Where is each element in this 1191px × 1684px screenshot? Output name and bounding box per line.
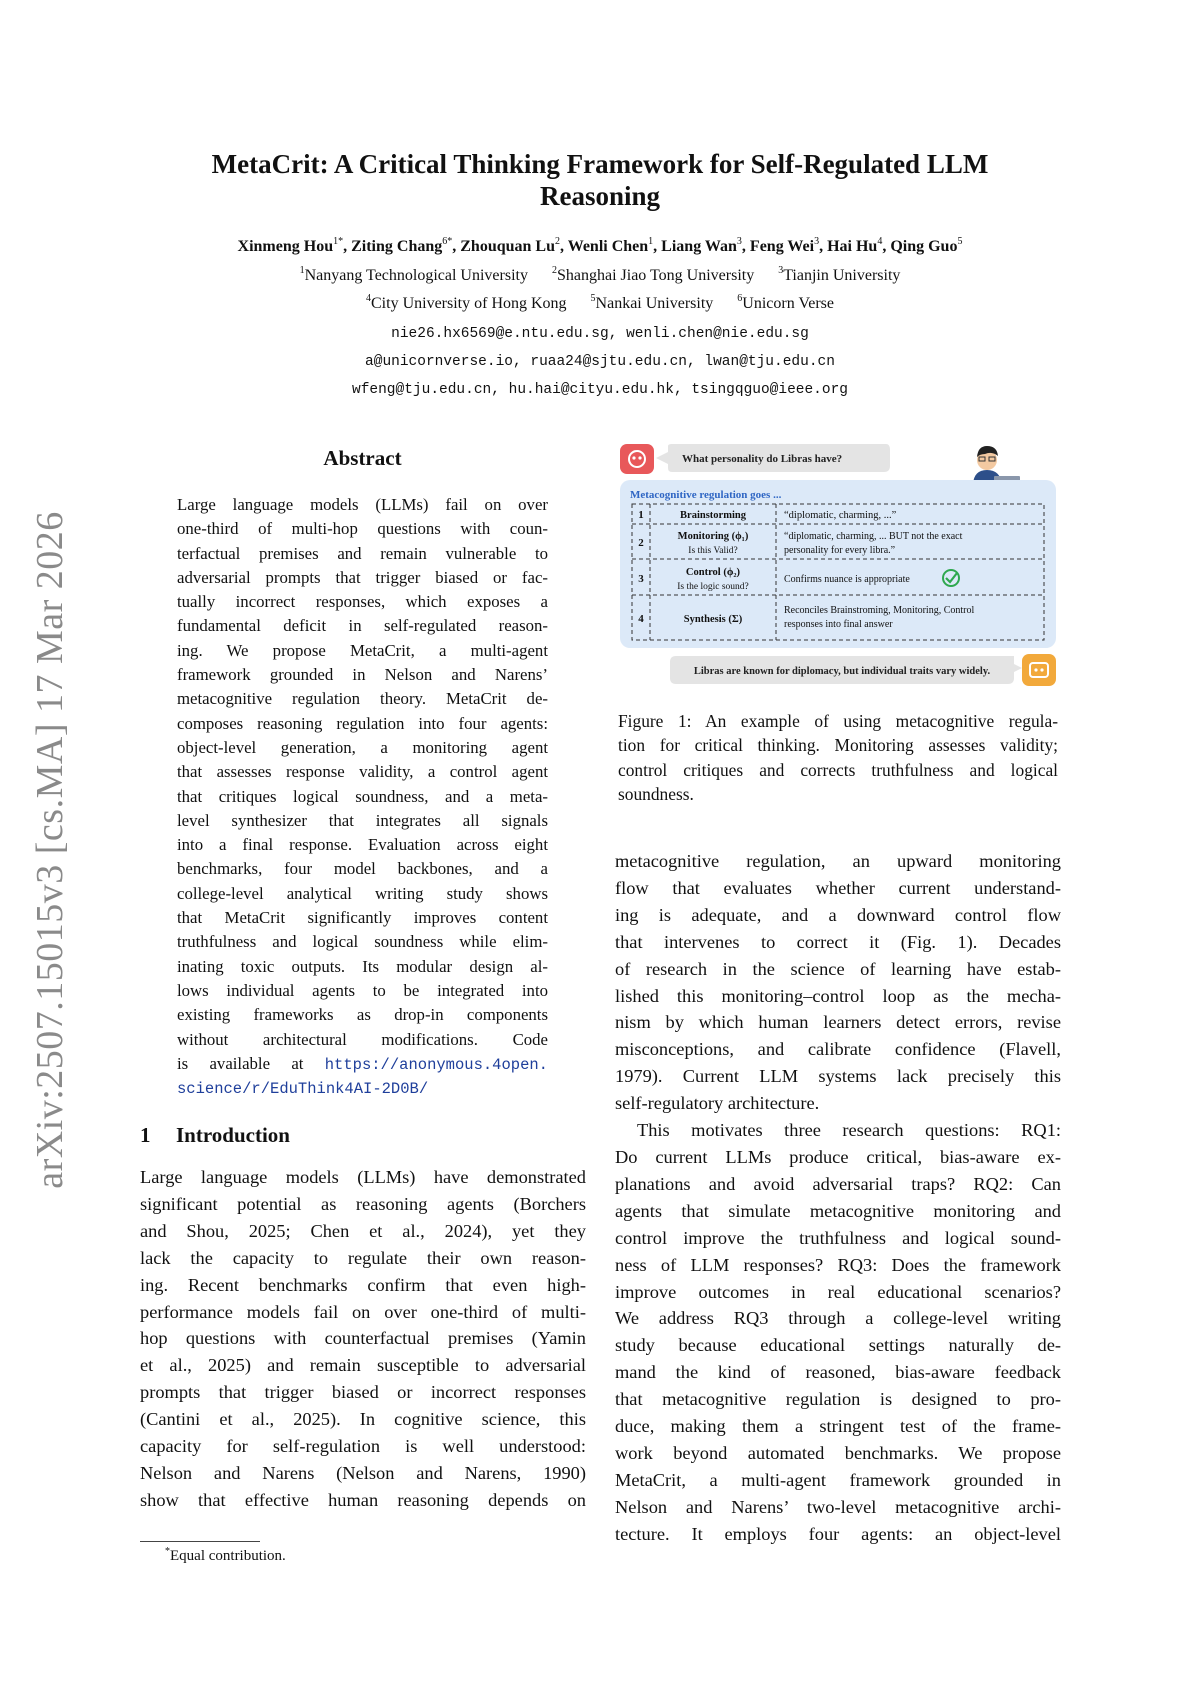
abstract-line: object-level generation, a monitoring agent [177,737,548,757]
arxiv-identifier: arXiv:2507.15015v3 [cs.MA] 17 Mar 2026 [29,511,71,1189]
body-line: mand the kind of reasoned, bias-aware feedback [615,1362,1061,1383]
section-number: 1 [140,1123,151,1147]
figure-1-illustration [618,442,1058,694]
abstract-line: adversarial prompts that trigger biased or fac- [177,567,548,587]
agent-name: Synthesis (Σ) [683,614,743,625]
agent-name: Monitoring (ϕ₁) [677,531,749,542]
agent-output: responses into final answer [784,619,893,630]
affiliation: $^1$Nanyang Technological University [299,265,528,284]
intro-line: ing. Recent benchmarks confirm that even high- [140,1274,586,1295]
code-link[interactable]: science/r/EduThink4AI-2D0B/ [177,1080,429,1099]
abstract-line: is available at https://anonymous.4open. [177,1053,548,1074]
caption-line: tion for critical thinking. Monitoring assesses validity; [618,735,1058,756]
section-heading-introduction [140,1123,290,1148]
author: Hai Hu$^4$ [827,236,883,255]
author: Xinmeng Hou$^{1*}$ [237,236,344,255]
introduction-body [140,1164,586,1514]
author: Feng Wei$^3$ [749,236,820,255]
body-line: duce, making them a stringent test of the frame- [615,1416,1061,1437]
row-number: 4 [638,613,644,625]
email-line: a@unicornverse.io, ruaa24@sjtu.edu.cn, lwan@tju.edu.cn [365,354,835,370]
answer-text: Libras are known for diplomacy, but individual traits vary widely. [693,666,991,677]
abstract-heading: Abstract [323,446,402,470]
affiliation: $^4$City University of Hong Kong [366,293,567,312]
body-line: MetaCrit, a multi-agent framework grounded in [615,1469,1061,1490]
abstract-line: composes reasoning regulation into four agents: [177,713,548,733]
agent-name: Control (ϕ₂) [685,567,741,578]
row-number: 2 [638,537,644,549]
agent-output: “diplomatic, charming, ...” [784,510,897,521]
intro-line: Large language models (LLMs) have demonstrated [140,1167,586,1187]
body-line: metacognitive regulation, an upward monitoring [615,851,1061,871]
body-line: misconceptions, and calibrate confidence (Flavell, [615,1039,1061,1060]
title-line-2: Reasoning [539,181,661,211]
agent-output: Confirms nuance is appropriate [784,574,910,585]
abstract-line: lows individual agents to be integrated into [177,980,548,1000]
author: Wenli Chen$^1$ [567,236,654,255]
intro-line: et al., 2025) and remain susceptible to adversarial [140,1355,586,1376]
body-line: 1979). Current LLM systems lack precisely this [615,1066,1061,1087]
panel-title: Metacognitive regulation goes ... [630,489,782,501]
row-number: 1 [638,509,644,521]
figure-1 [618,442,1058,694]
author: Zhouquan Lu$^2$ [460,236,560,255]
body-line: that intervenes to correct it (Fig. 1). Decades [615,931,1061,952]
intro-line: (Cantini et al., 2025). In cognitive science, this [140,1409,586,1430]
affiliation: $^6$Unicorn Verse [737,293,834,312]
body-line: agents that simulate metacognitive monitoring and [615,1200,1061,1221]
question-text: What personality do Libras have? [682,453,843,465]
affiliation: $^5$Nankai University [590,293,714,312]
abstract-line: terfactual premises and remain vulnerable to [177,543,548,563]
intro-line: lack the capacity to regulate their own reason- [140,1247,586,1268]
intro-line: capacity for self-regulation is well understood: [140,1436,586,1457]
abstract-line: one-third of multi-hop questions with coun- [177,519,548,539]
body-line: study because educational settings naturally de- [615,1335,1061,1356]
body-line: planations and avoid adversarial traps? RQ2: Can [615,1173,1061,1194]
abstract-line: benchmarks, four model backbones, and a [177,859,548,879]
body-line: nism by which human learners detect errors, revise [615,1012,1061,1033]
intro-line: prompts that trigger biased or incorrect responses [140,1382,586,1403]
abstract-line: into a final response. Evaluation across eight [177,835,548,855]
abstract-line: tually incorrect responses, which exposes a [177,592,548,612]
abstract-line: that MetaCrit significantly improves content [177,908,548,928]
body-line: We address RQ3 through a college-level writing [615,1308,1061,1329]
row-number: 3 [638,573,644,585]
body-line: lished this monitoring–control loop as the mecha- [615,985,1061,1006]
assistant-robot-icon [1022,654,1056,686]
intro-line: and Shou, 2025; Chen et al., 2024), yet they [140,1220,586,1241]
abstract-line: college-level analytical writing study shows [177,883,548,903]
body-line: flow that evaluates whether current understand- [615,877,1061,898]
figure-1-caption [618,709,1058,807]
arxiv-stamp [20,470,80,1230]
body-line: tecture. It employs four agents: an object-level [615,1523,1061,1544]
footnote-divider [140,1541,260,1542]
title-line-1: MetaCrit: A Critical Thinking Framework for Self-Regulated LLM [211,149,989,179]
caption-line: control critiques and corrects truthfulness and logical [618,759,1058,780]
introduction-body-continued [615,848,1061,1548]
affiliation: $^3$Tianjin University [778,265,901,284]
body-line: control improve the truthfulness and logical sound- [615,1227,1061,1248]
abstract-line: ing. We propose MetaCrit, a multi-agent [177,640,548,660]
author: Ziting Chang$^{6*}$ [351,236,453,255]
abstract-line: without architectural modifications. Code [177,1029,548,1049]
caption-line: soundness. [618,784,694,805]
abstract-line: inating toxic outputs. Its modular design al- [177,956,548,976]
abstract-line: existing frameworks as drop-in components [177,1005,548,1025]
caption-line: Figure 1: An example of using metacognitive regula- [618,711,1058,731]
agent-output: personality for every libra.” [784,545,896,556]
footnote: *Equal contribution. [165,1546,286,1564]
abstract-line: truthfulness and logical soundness while elim- [177,932,548,952]
body-line: that metacognitive regulation is designed to pro- [615,1389,1061,1410]
code-link[interactable]: https://anonymous.4open. [324,1055,548,1074]
abstract-line: that assesses response validity, a control agent [177,762,548,782]
abstract-body [177,493,548,1101]
abstract-line: fundamental deficit in self-regulated reason- [177,616,548,636]
agent-question: Is the logic sound? [677,582,749,592]
abstract-line: metacognitive regulation theory. MetaCrit de- [177,689,548,709]
affiliations-line-1 [140,267,1060,285]
body-line: of research in the science of learning have estab- [615,958,1061,979]
agent-output: “diplomatic, charming, ... BUT not the exact [784,531,963,542]
affiliation: $^2$Shanghai Jiao Tong University [551,265,755,284]
body-line: ing is adequate, and a downward control flow [615,904,1061,925]
email-line: wfeng@tju.edu.cn, hu.hai@cityu.edu.hk, tsingqguo@ieee.org [352,382,848,398]
author-list: Xinmeng Hou$^{1*}$, Ziting Chang$^{6*}$, Zhouquan Lu$^2$, Wenli Chen$^1$, Liang Wan$^3$, Feng Wei$^3$, Hai Hu$^4$, Qing Guo$^5$ [237,236,963,255]
body-line: work beyond automated benchmarks. We propose [615,1442,1061,1463]
abstract-line: Large language models (LLMs) fail on over [177,495,548,514]
intro-line: performance models fail on over one-third of multi- [140,1301,586,1322]
author: Qing Guo$^5$ [890,236,963,255]
body-line: self-regulatory architecture. [615,1093,820,1114]
paper-title [140,148,1060,212]
agent-question: Is this Valid? [688,546,738,556]
affiliations-line-2 [140,295,1060,313]
body-line: Do current LLMs produce critical, bias-aware ex- [615,1146,1061,1167]
agent-name: Brainstorming [680,510,746,521]
body-line: Nelson and Narens’ two-level metacognitive archi- [615,1496,1061,1517]
body-line: This motivates three research questions: RQ1: [637,1120,1061,1141]
body-line: improve outcomes in real educational scenarios? [615,1281,1061,1302]
agent-output: Reconciles Brainstroming, Monitoring, Control [784,605,975,616]
intro-line: significant potential as reasoning agents (Borchers [140,1193,586,1214]
robot-icon [620,444,654,474]
abstract-line: framework grounded in Nelson and Narens’ [177,665,548,685]
author: Liang Wan$^3$ [661,236,742,255]
body-line: ness of LLM responses? RQ3: Does the framework [615,1254,1061,1275]
intro-line: Nelson and Narens (Nelson and Narens, 1990) [140,1462,586,1483]
abstract-line: level synthesizer that integrates all signals [177,810,548,830]
abstract-line: that critiques logical soundness, and a meta- [177,786,548,806]
email-line: nie26.hx6569@e.ntu.edu.sg, wenli.chen@nie.edu.sg [391,326,809,342]
section-title: Introduction [176,1123,290,1147]
intro-line: hop questions with counterfactual premises (Yamin [140,1328,586,1349]
intro-line: show that effective human reasoning depends on [140,1489,586,1510]
